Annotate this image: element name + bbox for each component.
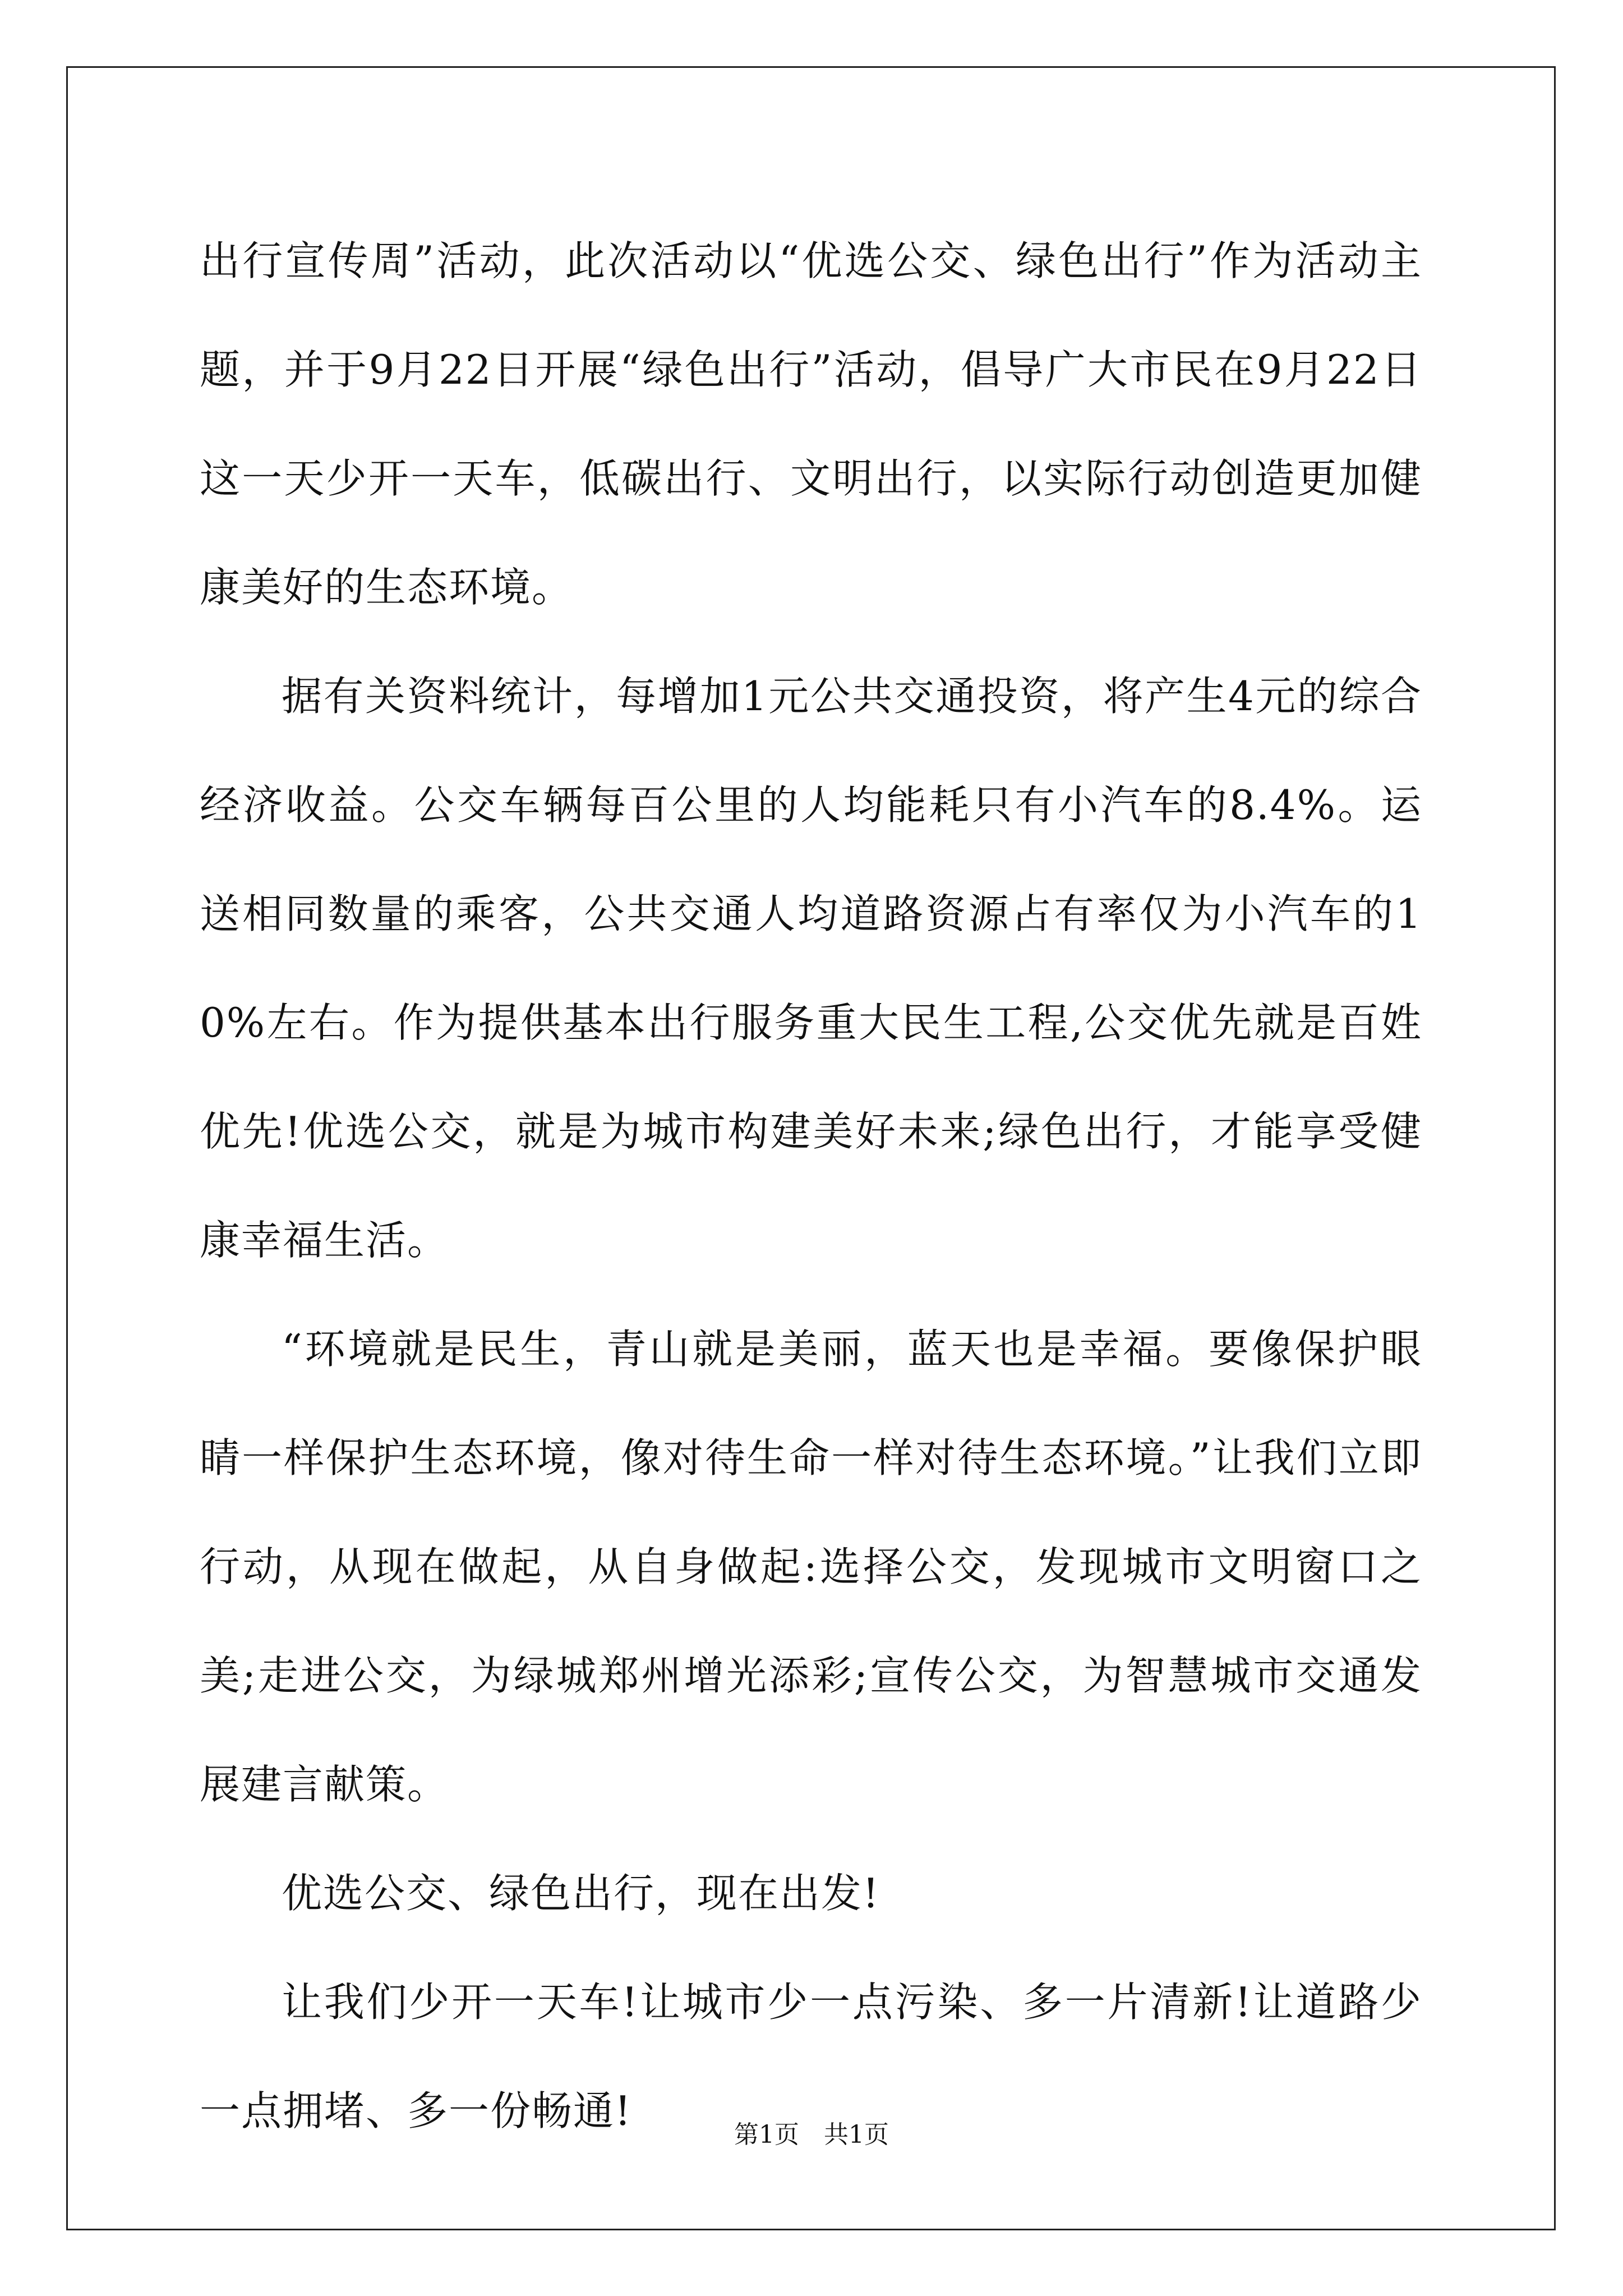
page-footer: 第1页 共1页 (734, 2120, 889, 2149)
paragraph-5: 让我们少开一天车!让城市少一点污染、多一片清新!让道路少一点拥堵、多一份畅通! (200, 1978, 1422, 2134)
paragraph-1: 出行宣传周”活动，此次活动以“优选公交、绿色出行”作为活动主题，并于9月22日开展“绿色出行”活动，倡导广大市民在9月22日这一天少开一天车，低碳出行、文明出行，以实际行动创造更加健康美好的生态环境。 (200, 237, 1422, 611)
document-body (200, 206, 1422, 2165)
paragraph-2: 据有关资料统计，每增加1元公共交通投资，将产生4元的综合经济收益。公交车辆每百公里的人均能耗只有小汽车的8.4%。运送相同数量的乘客，公共交通人均道路资源占有率仅为小汽车的10%左右。作为提供基本出行服务重大民生工程,公交优先就是百姓优先!优选公交，就是为城市构建美好未来;绿色出行，才能享受健康幸福生活。 (200, 673, 1422, 1264)
paragraph-3: “环境就是民生，青山就是美丽，蓝天也是幸福。要像保护眼睛一样保护生态环境，像对待生命一样对待生态环境。”让我们立即行动，从现在做起，从自身做起:选择公交，发现城市文明窗口之美;走进公交，为绿城郑州增光添彩;宣传公交，为智慧城市交通发展建言献策。 (200, 1326, 1422, 1808)
paragraph-4: 优选公交、绿色出行，现在出发! (282, 1870, 880, 1917)
